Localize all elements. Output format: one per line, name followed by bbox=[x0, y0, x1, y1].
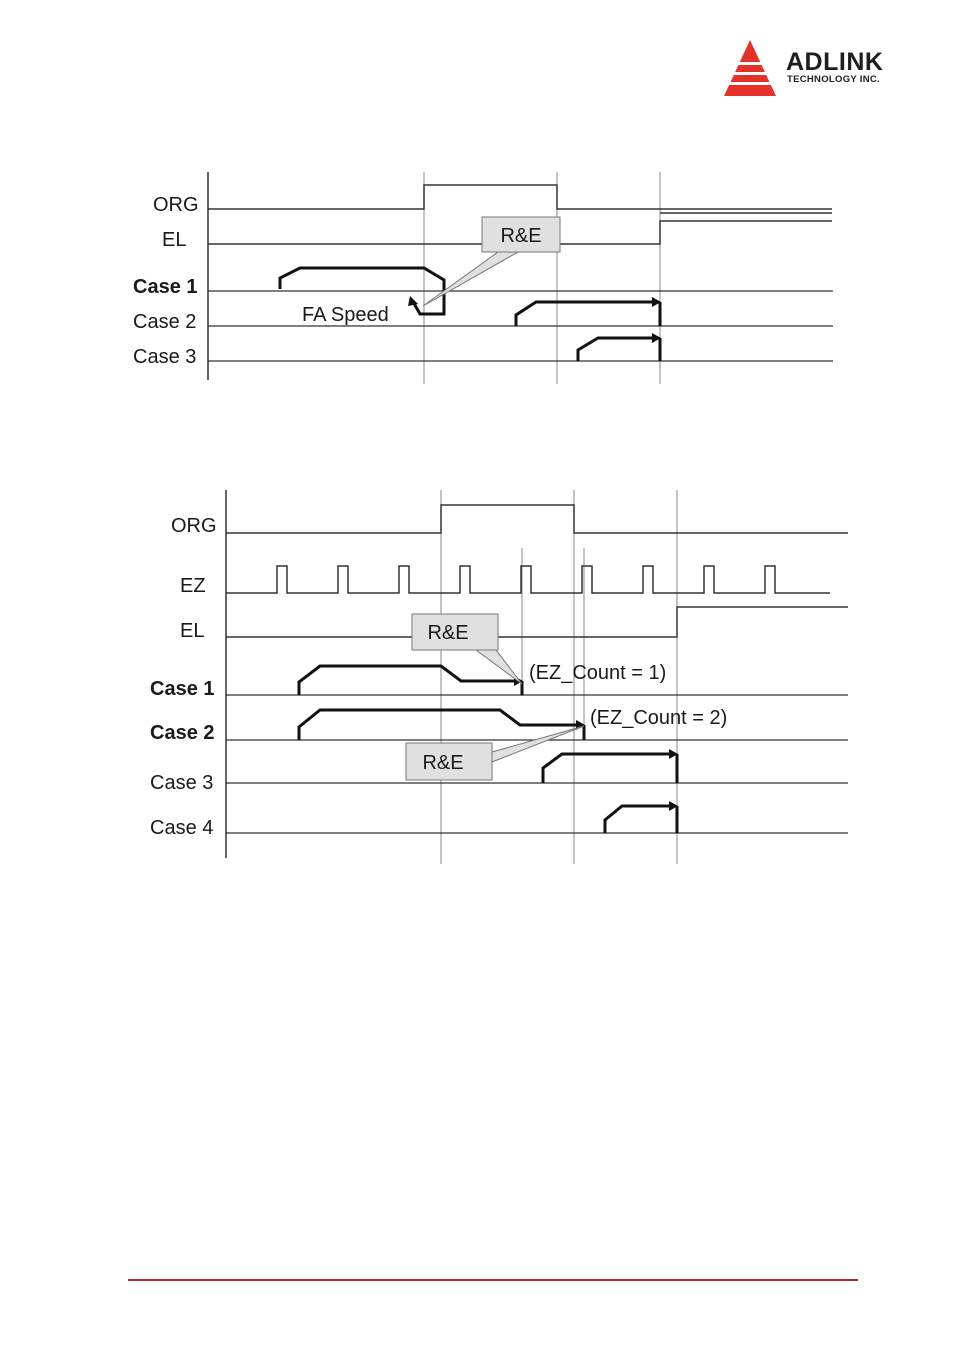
diagram2-label-org: ORG bbox=[171, 515, 217, 537]
diagram2-callout1-pointer bbox=[476, 650, 522, 684]
diagram2-case4-trajectory bbox=[605, 806, 669, 833]
diagram2-ez-count-note-2: (EZ_Count = 2) bbox=[590, 707, 728, 729]
diagram1-label-org: ORG bbox=[153, 194, 199, 216]
logo-name: ADLINK bbox=[786, 48, 884, 76]
diagram2-callout2-pointer bbox=[492, 726, 584, 762]
diagram1-org-signal bbox=[208, 185, 832, 209]
diagram2-el-signal bbox=[226, 607, 848, 637]
diagram1-case2-trajectory bbox=[516, 302, 652, 326]
diagram2-callout1-text: R&E bbox=[427, 622, 469, 644]
diagram1-case3-trajectory bbox=[578, 338, 652, 361]
diagram2-case2-trajectory bbox=[299, 710, 578, 740]
diagram2-case3-trajectory bbox=[543, 754, 669, 783]
diagram2-case1-trajectory bbox=[299, 666, 516, 695]
logo-subtitle: TECHNOLOGY INC. bbox=[787, 74, 880, 85]
diagram1-label-case1: Case 1 bbox=[133, 276, 198, 298]
diagram2-label-case4: Case 4 bbox=[150, 817, 214, 839]
timing-diagram-2 bbox=[150, 490, 848, 864]
diagram2-label-case1: Case 1 bbox=[150, 678, 215, 700]
diagram1-callout-pointer bbox=[423, 252, 518, 306]
diagram2-label-case3: Case 3 bbox=[150, 772, 214, 794]
diagram2-label-case2: Case 2 bbox=[150, 722, 215, 744]
diagram1-callout-text: R&E bbox=[500, 225, 542, 247]
diagram1-fa-speed-note: FA Speed bbox=[302, 304, 389, 326]
diagram1-label-case3: Case 3 bbox=[133, 346, 197, 368]
diagram2-org-signal bbox=[226, 505, 848, 533]
diagram2-ez-count-note-1: (EZ_Count = 1) bbox=[529, 662, 667, 684]
diagram2-label-el: EL bbox=[180, 620, 205, 642]
diagram1-case1-arrow bbox=[408, 296, 418, 306]
footer-rule bbox=[128, 1279, 858, 1281]
timing-diagram-1 bbox=[133, 172, 833, 384]
diagram2-label-ez: EZ bbox=[180, 575, 206, 597]
diagram1-label-el: EL bbox=[162, 229, 187, 251]
diagram2-ez-signal bbox=[226, 566, 830, 593]
diagram1-label-case2: Case 2 bbox=[133, 311, 197, 333]
diagram2-callout2-text: R&E bbox=[422, 752, 464, 774]
